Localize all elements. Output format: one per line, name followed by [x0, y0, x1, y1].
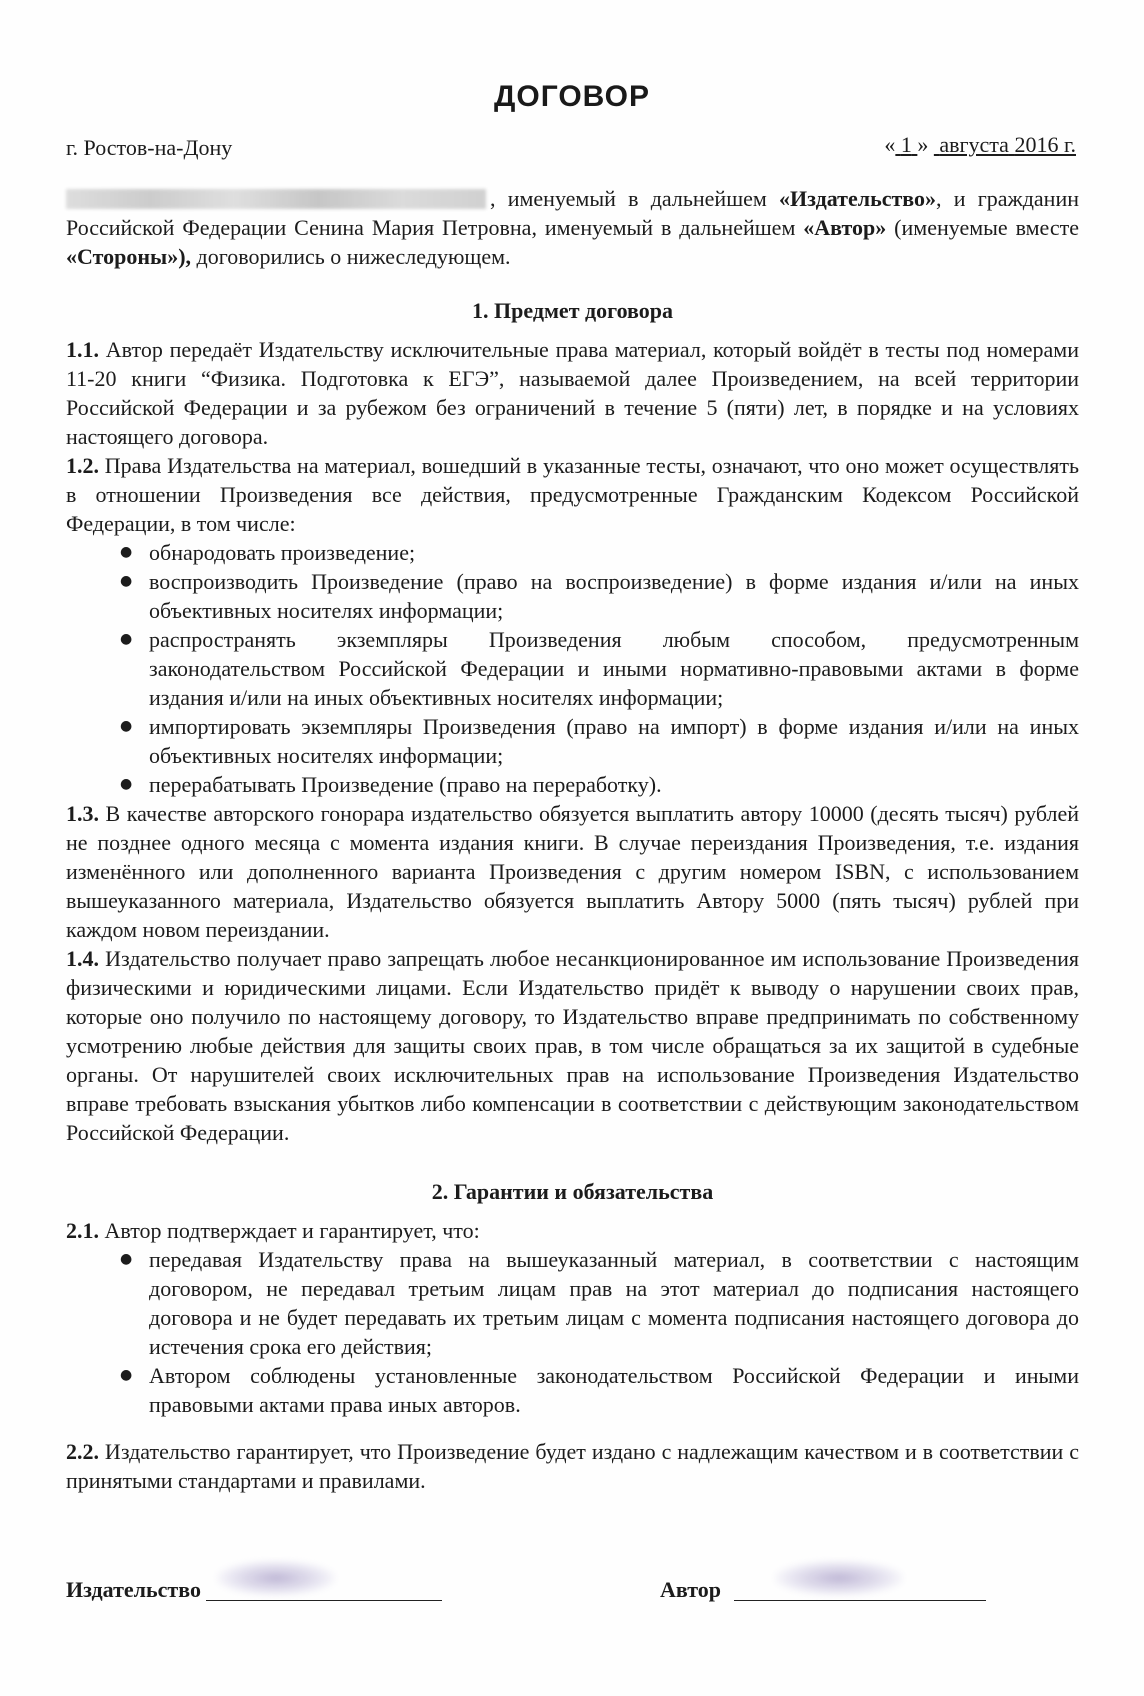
bullet-icon: ●: [120, 1251, 133, 1267]
list-item: ● перерабатывать Произведение (право на переработку).: [120, 772, 662, 797]
clause-2-2: 2.2. Издательство гарантирует, что Произведение будет издано с надлежащим качеством и в соответствии с принятыми стандартами и правилами.: [66, 1439, 1079, 1493]
contract-body: [66, 184, 1079, 1495]
clause-1-1: 1.1. Автор передаёт Издательству исключительные права материал, который войдёт в тесты под номерами 11-20 книги “Физика. Подготовка к ЕГЭ”, называемой далее Произведением, на всей территории Российской Федерации и за рубежом без ограничений в течение 5 (пяти) лет, в порядке и на условиях настоящего договора.: [66, 337, 1079, 449]
redacted-signature: [774, 1560, 904, 1596]
clause-number: 1.1.: [66, 337, 99, 362]
author-signature-line: [734, 1576, 986, 1601]
publisher-signature-line: [206, 1576, 442, 1601]
publisher-signature: [66, 1575, 442, 1604]
clause-1-4: 1.4. Издательство получает право запрещать любое несанкционированное им использование Произведения физическими и юридическими лицами. Если Издательство придёт к выводу о нарушении своих прав, которые оно получило по настоящему договору, то Издательство вправе предпринимать по собственному усмотрению любые действия для защиты своих прав, в том числе обращаться за их защитой в судебные органы. От нарушителей своих исключительных прав на использование Произведения Издательство вправе требовать взыскания убытков либо компенсации в соответствии с действующим законодательством Российской Федерации.: [66, 946, 1079, 1145]
publisher-signature-label: Издательство: [66, 1577, 201, 1602]
bullet-icon: ●: [120, 631, 133, 647]
clause-number: 1.4.: [66, 946, 99, 971]
document-title: ДОГОВОР: [494, 80, 650, 113]
clause-number: 1.3.: [66, 801, 99, 826]
list-item: ● передавая Издательству права на вышеуказанный материал, в соответствии с настоящим договором, не передавал третьим лицам прав на этот материал до подписания настоящего договора и не будет передавать их третьим лицам с момента подписания настоящего договора до истечения срока его действия;: [120, 1247, 1079, 1359]
date-open-quote: «: [884, 132, 896, 157]
clause-1-2: 1.2. Права Издательства на материал, вошедший в указанные тесты, означают, что оно может осуществлять в отношении Произведения все действия, предусмотренные Гражданским Кодексом Российской Федерации, в том числе:: [66, 453, 1079, 536]
signature-block: [66, 1575, 1079, 1615]
city-label: г. Ростов-на-Дону: [66, 135, 233, 160]
intro-paragraph: , именуемый в дальнейшем «Издательство», и гражданин Российской Федерации Сенина Мария Петровна, именуемый в дальнейшем «Автор» (именуемые вместе «Стороны»), договорились о нижеследующем.: [66, 186, 1079, 269]
date-month: августа 2016 г.: [939, 132, 1076, 157]
redacted-publisher-name: [66, 189, 486, 209]
guarantees-list: [66, 1245, 1079, 1419]
clause-number: 2.2.: [66, 1439, 99, 1464]
list-item: ● импортировать экземпляры Произведения (право на импорт) в форме издания и/или на иных объективных носителях информации;: [120, 714, 1079, 768]
clause-number: 2.1.: [66, 1218, 99, 1243]
list-item: ● распространять экземпляры Произведения любым способом, предусмотренным законодательством Российской Федерации и иными нормативно-правовыми актами в форме издания и/или на иных объективных носителях информации;: [120, 627, 1079, 710]
clause-2-1: 2.1. Автор подтверждает и гарантирует, что:: [66, 1218, 480, 1243]
author-signature: [660, 1575, 986, 1604]
list-item: ● обнародовать произведение;: [120, 540, 416, 565]
date-year: 2016 г.: [1014, 132, 1076, 157]
section-1-title: 1. Предмет договора: [472, 298, 673, 323]
list-item: ● воспроизводить Произведение (право на воспроизведение) в форме издания и/или на иных объективных носителях информации;: [120, 569, 1079, 623]
contract-date: [884, 130, 1076, 159]
list-item: ● Автором соблюдены установленные законодательством Российской Федерации и иными правовыми актами права иных авторов.: [120, 1363, 1079, 1417]
parties-term: «Стороны»),: [66, 244, 192, 269]
author-term: «Автор»: [803, 215, 887, 240]
clause-1-3: 1.3. В качестве авторского гонорара издательство обязуется выплатить автору 10000 (десять тысяч) рублей не позднее одного месяца с момента издания книги. В случае переиздания Произведения, т.е. издания изменённого или дополненного варианта Произведения с другим номером ISBN, с использованием вышеуказанного материала, Издательство обязуется выплатить Автору 5000 (пять тысяч) рублей при каждом новом переиздании.: [66, 801, 1079, 942]
clause-number: 1.2.: [66, 453, 99, 478]
date-day: 1: [900, 132, 912, 157]
author-signature-label: Автор: [660, 1577, 721, 1602]
bullet-icon: ●: [120, 776, 133, 792]
bullet-icon: ●: [120, 573, 133, 589]
bullet-icon: ●: [120, 718, 133, 734]
bullet-icon: ●: [120, 544, 133, 560]
rights-list: [66, 538, 1079, 799]
section-2-title: 2. Гарантии и обязательства: [431, 1179, 714, 1204]
bullet-icon: ●: [120, 1367, 133, 1383]
publisher-term: «Издательство»: [779, 186, 937, 211]
date-close-quote: »: [917, 132, 929, 157]
redacted-signature: [216, 1560, 336, 1596]
